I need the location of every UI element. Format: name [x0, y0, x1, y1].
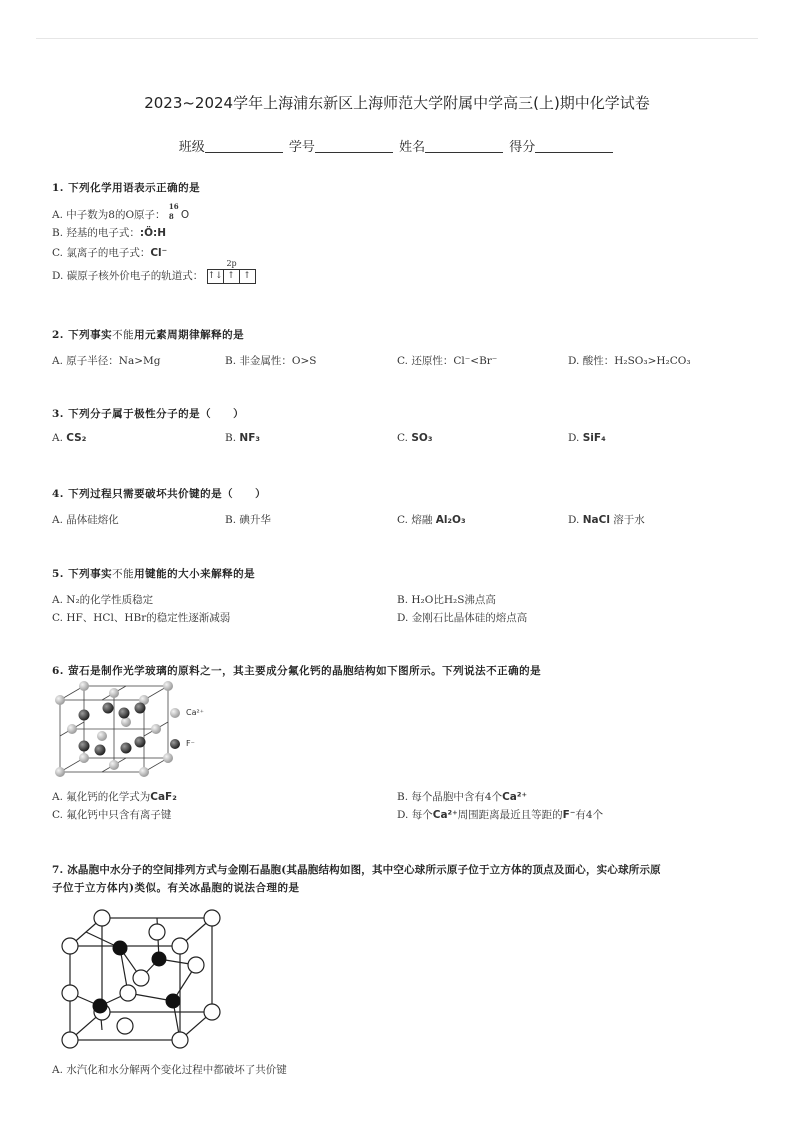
exam-title: 2023~2024学年上海浦东新区上海师范大学附属中学高三(上)期中化学试卷: [144, 94, 650, 112]
q5-stem: 5. 下列事实不能用键能的大小来解释的是: [52, 568, 256, 580]
q1-stem: 1. 下列化学用语表示正确的是: [52, 182, 201, 194]
top-divider: [36, 38, 758, 39]
emphasis-mark: 不能: [112, 329, 135, 341]
name-blank[interactable]: [425, 140, 503, 153]
q4-stem: 4. 下列过程只需要破坏共价键的是（ ）: [52, 488, 267, 500]
q2-option-b: B. 非金属性：O>S: [225, 355, 317, 367]
emphasis-mark: 不能: [112, 568, 135, 580]
q3-option-b: B. NF₃: [225, 432, 260, 444]
q6-option-a: A. 氟化钙的化学式为CaF₂: [52, 791, 177, 803]
score-label: 得分: [509, 140, 536, 155]
legend-calcium-ball: [170, 708, 180, 718]
q4-option-b: B. 碘升华: [225, 514, 271, 526]
q6-option-b: B. 每个晶胞中含有4个Ca²⁺: [397, 791, 528, 803]
q3-option-d: D. SiF₄: [568, 432, 606, 444]
q2-stem: 2. 下列事实不能用元素周期律解释的是: [52, 329, 245, 341]
q7-stem-line2: 子位于立方体内)类似。有关冰晶胞的说法合理的是: [52, 882, 300, 894]
score-blank[interactable]: [535, 140, 613, 153]
face-and-corner-atoms: [62, 910, 220, 1048]
legend-fluoride-label: F⁻: [186, 739, 195, 748]
student-id-label: 学号: [288, 140, 315, 155]
q2-option-a: A. 原子半径：Na>Mg: [52, 355, 161, 367]
q4-option-d: D. NaCl 溶于水: [568, 514, 645, 526]
chloride-electron-formula: Cl⁻: [150, 247, 168, 259]
q7-stem-line1: 7. 冰晶胞中水分子的空间排列方式与金刚石晶胞(其晶胞结构如图，其中空心球所示原子位于立方体的顶点及面心，实心球所示原: [52, 864, 661, 876]
q7-option-a: A. 水汽化和水分解两个变化过程中都破坏了共价键: [52, 1064, 287, 1076]
q2-option-d: D. 酸性：H₂SO₃>H₂CO₃: [568, 355, 691, 367]
name-label: 姓名: [399, 140, 426, 155]
q1-option-b: B. 羟基的电子式：:Ö:H: [52, 227, 167, 239]
orbital-diagram: [207, 258, 256, 284]
q6-option-c: C. 氟化钙中只含有离子键: [52, 809, 172, 821]
q5-option-c: C. HF、HCl、HBr的稳定性逐渐减弱: [52, 612, 231, 624]
q6-option-d: D. 每个Ca²⁺周围距离最近且等距的F⁻有4个: [397, 809, 604, 821]
orbital-box: ↑: [239, 269, 256, 284]
q6-stem: 6. 萤石是制作光学玻璃的原料之一，其主要成分氟化钙的晶胞结构如下图所示。下列说法不正确的是: [52, 665, 542, 677]
student-id-blank[interactable]: [315, 140, 393, 153]
hydroxyl-electron-formula: :Ö:H: [139, 227, 167, 239]
isotope-notation: 16 8: [168, 202, 179, 221]
legend-calcium-label: Ca²⁺: [186, 708, 204, 717]
student-info-line: [0, 136, 794, 155]
q1-option-c: C. 氯离子的电子式：Cl⁻: [52, 247, 168, 259]
q3-stem: 3. 下列分子属于极性分子的是（ ）: [52, 408, 245, 420]
legend-fluoride-ball: [170, 739, 180, 749]
q1-option-d: D. 碳原子核外价电子的轨道式： 2p ↑↓ ↑ ↑: [52, 268, 256, 284]
fluorite-unit-cell-diagram: [48, 680, 218, 780]
q2-option-c: C. 还原性：Cl⁻<Br⁻: [397, 355, 498, 367]
q3-option-c: C. SO₃: [397, 432, 433, 444]
class-blank[interactable]: [205, 140, 283, 153]
q4-option-a: A. 晶体硅熔化: [52, 514, 119, 526]
q5-option-b: B. H₂O比H₂S沸点高: [397, 594, 496, 606]
q4-option-c: C. 熔融 Al₂O₃: [397, 514, 466, 526]
orbital-box: ↑: [223, 269, 239, 284]
q5-option-d: D. 金刚石比晶体硅的熔点高: [397, 612, 528, 624]
q3-option-a: A. CS₂: [52, 432, 87, 444]
q5-option-a: A. N₂的化学性质稳定: [52, 594, 154, 606]
class-label: 班级: [178, 140, 205, 155]
orbital-box: ↑↓: [207, 269, 223, 284]
diamond-unit-cell-diagram: [56, 906, 226, 1051]
orbital-label: 2p: [226, 258, 237, 268]
q1-option-a: A. 中子数为8的O原子： 16 8 O: [52, 202, 190, 221]
